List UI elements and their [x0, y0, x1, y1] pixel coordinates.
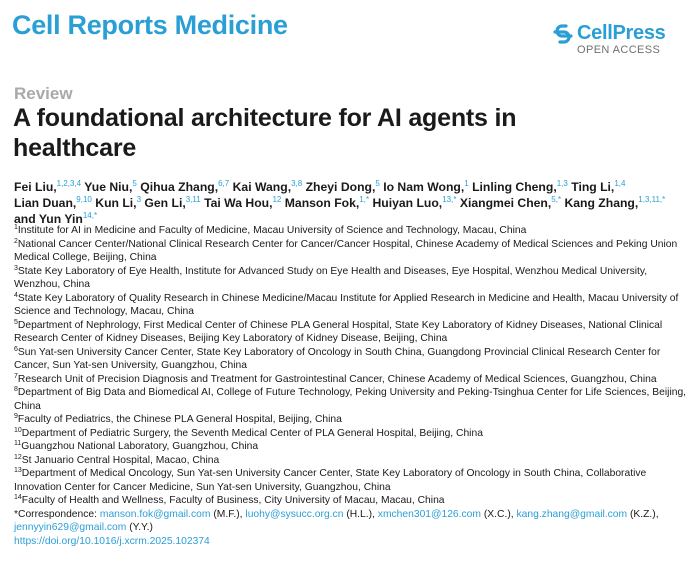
author[interactable]: Linling Cheng,$^{1,3}$ — [472, 179, 568, 194]
affiliation — [14, 373, 694, 387]
author[interactable]: Yue Niu,$^5$ — [84, 179, 137, 194]
author[interactable]: Tai Wa Hou,$^{12}$ — [204, 195, 282, 210]
email-link[interactable]: manson.fok@gmail.com — [99, 508, 211, 520]
author-affiliation-marker: 14,* — [82, 211, 98, 220]
affiliation-text: Department of Pediatric Surgery, the Seventh Medical Center of PLA General Hospital, Beijing, China — [21, 427, 483, 439]
author[interactable]: Ting Li,$^{1,4}$ — [571, 179, 626, 194]
email-link[interactable]: kang.zhang@gmail.com — [516, 508, 628, 520]
affiliation-text: State Key Laboratory of Quality Research in Chinese Medicine/Macau Institute for Applied Research in Medicine and Health, Macau University of Science and Technology, Macau, China — [14, 292, 679, 317]
affiliation-number: 9 — [14, 413, 18, 420]
author-affiliation-marker: 3 — [136, 195, 142, 204]
affiliation-text: State Key Laboratory of Eye Health, Institute for Advanced Study on Eye Health and Diseases, Eye Hospital, Wenzhou Medical University, Wenzhou, China — [14, 265, 648, 290]
brand-name: CellPress — [577, 22, 666, 44]
author-affiliation-marker: 5 — [132, 179, 137, 188]
doi-link[interactable]: https://doi.org/10.1016/j.xcrm.2025.102374 — [14, 535, 210, 547]
open-access-label: OPEN ACCESS — [577, 44, 661, 56]
affiliation-text: St Januario Central Hospital, Macao, China — [21, 454, 220, 466]
author[interactable]: Huiyan Luo,$^{13,*}$ — [372, 195, 457, 210]
affiliation-text: Research Unit of Precision Diagnosis and Treatment for Gastrointestinal Cancer, Chinese Academy of Medical Sciences, Guangzhou, China — [17, 373, 657, 385]
affiliation-text: Faculty of Pediatrics, the Chinese PLA General Hospital, Beijing, China — [17, 414, 342, 425]
affiliation-text: Guangzhou National Laboratory, Guangzhou, China — [21, 441, 259, 452]
email-link[interactable]: luohy@sysucc.org.cn — [245, 508, 344, 520]
affiliation-text: Sun Yat-sen University Cancer Center, State Key Laboratory of Oncology in South China, Guangdong Provincial Clinical Research Center for Cancer, Sun Yat-sen University, Guangzhou, China — [14, 346, 661, 371]
author[interactable]: Kai Wang,$^{3,8}$ — [232, 179, 303, 194]
affiliation-text: Department of Nephrology, First Medical Center of Chinese PLA General Hospital, State Key Laboratory of Kidney Diseases, National Clinical Research Center of Kidney Diseases, Beijing Key Laboratory of Kidney Disease, Beijing, China — [14, 319, 663, 344]
affiliation — [14, 292, 694, 319]
author-affiliation-marker: 5 — [375, 179, 380, 188]
affiliation-number: 3 — [14, 264, 18, 272]
affiliation-number: 5 — [14, 318, 18, 326]
affiliation-number: 8 — [14, 386, 18, 393]
affiliation — [14, 265, 694, 292]
contact-initials: (K.Z.), — [629, 508, 659, 520]
email-link[interactable]: xmchen301@126.com — [377, 508, 481, 520]
affiliations — [14, 224, 694, 548]
author[interactable]: Fei Liu,$^{1,2,3,4}$ — [14, 179, 82, 194]
contact-initials: (X.C.), — [483, 508, 514, 520]
contact-initials: (H.L.), — [346, 508, 375, 520]
affiliation — [14, 319, 694, 346]
correspondence-label: *Correspondence: — [14, 508, 97, 520]
affiliation-list — [14, 224, 694, 508]
article-type: Review — [14, 84, 73, 103]
affiliation — [14, 413, 694, 427]
author-affiliation-marker: 1,3 — [556, 179, 568, 188]
affiliation-text: National Cancer Center/National Clinical Research Center for Cancer/Cancer Hospital, Chinese Academy of Medical Sciences and Peking Union Medical College, Beijing, China — [14, 238, 678, 263]
affiliation — [14, 440, 694, 454]
affiliation — [14, 238, 694, 265]
affiliation-number: 4 — [14, 291, 18, 299]
author-affiliation-marker: 9,10 — [76, 195, 92, 204]
author[interactable]: Qihua Zhang,$^{6,7}$ — [140, 179, 230, 194]
author[interactable]: Zheyi Dong,$^5$ — [305, 179, 380, 194]
author-affiliation-marker: 5,* — [551, 195, 562, 204]
author[interactable]: Manson Fok,$^{1,*}$ — [284, 195, 370, 210]
contact-initials: (Y.Y.) — [129, 522, 153, 533]
author-affiliation-marker: 13,* — [442, 195, 457, 204]
affiliation-number: 14 — [14, 494, 22, 501]
author[interactable]: Io Nam Wong,$^1$ — [383, 179, 469, 194]
affiliation-number: 7 — [14, 372, 18, 380]
cellpress-logo-icon — [551, 22, 575, 46]
author[interactable]: Lian Duan,$^{9,10}$ — [14, 195, 92, 210]
affiliation-text: Faculty of Health and Wellness, Faculty of Business, City University of Macau, Macau, China — [21, 495, 445, 506]
author-affiliation-marker: 1,* — [359, 195, 370, 204]
author-affiliation-marker: 6,7 — [218, 179, 230, 188]
affiliation — [14, 427, 694, 441]
affiliation-text: Department of Big Data and Biomedical AI, College of Future Technology, Peking University and Peking-Tsinghua Center for Life Sciences, Beijing, China — [14, 387, 687, 412]
affiliation-number: 2 — [14, 237, 18, 245]
cellpress-brand — [551, 20, 686, 60]
affiliation-number: 1 — [14, 224, 18, 231]
journal-name: Cell Reports Medicine — [12, 10, 288, 40]
author-affiliation-marker: 1,4 — [614, 179, 626, 188]
affiliation-number: 13 — [14, 467, 22, 474]
contact-list — [14, 509, 659, 534]
author[interactable]: Gen Li,$^{3,11}$ — [144, 195, 201, 210]
author-affiliation-marker: 3,11 — [185, 195, 201, 204]
author-affiliation-marker: 1,2,3,4 — [56, 179, 82, 188]
author-list — [14, 179, 690, 227]
affiliation — [14, 467, 694, 494]
affiliation — [14, 346, 694, 373]
affiliation-number: 10 — [14, 426, 22, 434]
affiliation-number: 12 — [14, 453, 22, 461]
author-affiliation-marker: 1,3,11,* — [638, 195, 666, 204]
author[interactable]: Xiangmei Chen,$^{5,*}$ — [459, 195, 562, 210]
author[interactable]: Kang Zhang,$^{1,3,11,*}$ — [564, 195, 666, 210]
affiliation-text: Institute for AI in Medicine and Faculty of Medicine, Macau University of Science and Technology, Macau, China — [17, 225, 527, 236]
affiliation — [14, 494, 694, 508]
affiliation — [14, 386, 694, 413]
author-affiliation-marker: 3,8 — [291, 179, 303, 188]
email-link[interactable]: jennyyin629@gmail.com — [14, 522, 127, 533]
affiliation — [14, 454, 694, 468]
correspondence — [14, 508, 694, 535]
author[interactable]: Kun Li,$^3$ — [95, 195, 142, 210]
affiliation-number: 11 — [14, 440, 22, 447]
affiliation — [14, 224, 694, 238]
author-affiliation-marker: 1 — [464, 179, 469, 188]
author-affiliation-marker: 12 — [272, 195, 282, 204]
affiliation-number: 6 — [14, 345, 18, 353]
contact-initials: (M.F.), — [213, 508, 243, 520]
author[interactable]: and Yun Yin$^{14,*}$ — [14, 211, 98, 226]
article-title: A foundational architecture for AI agents in healthcare — [13, 104, 517, 162]
affiliation-text: Department of Medical Oncology, Sun Yat-sen University Cancer Center, State Key Laboratory of Oncology in South China, Collaborative Innovation Center for Cancer Medicine, Sun Yat-sen University, Guangzhou, China — [14, 468, 647, 493]
